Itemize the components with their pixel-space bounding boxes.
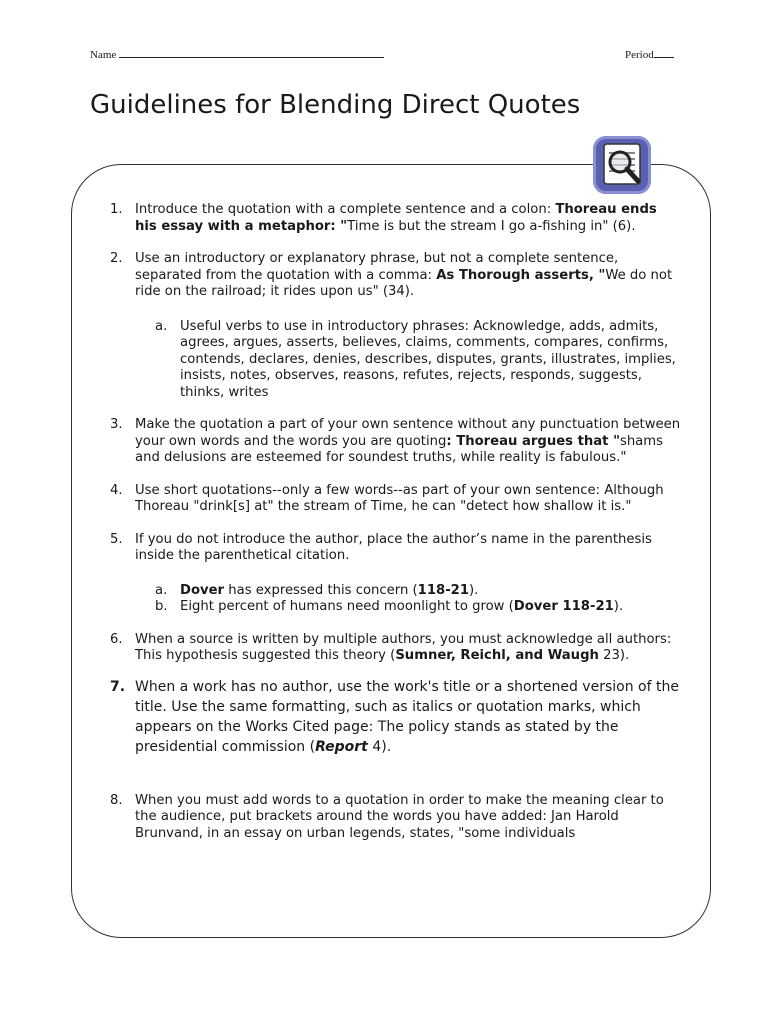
guidelines-list	[110, 202, 682, 858]
text-run: Make the quotation a part of your own sentence without any punctuation between your own words and the words you are quoting	[135, 417, 681, 449]
text-run: If you do not introduce the author, place the author’s name in the parenthesis inside the parenthetical citation.	[135, 531, 652, 563]
text-run: ).	[613, 599, 624, 614]
text-run: Thoreau ends his essay with a metaphor: "	[135, 202, 657, 234]
period-label: Period	[625, 49, 654, 61]
list-number: 4.	[110, 482, 123, 498]
text-run: Use short quotations--only a few words--as part of your own sentence: Although Thoreau "drink[s] at" the stream of Time, he can "detect how shallow it is."	[135, 482, 664, 514]
text-run: ).	[469, 582, 479, 598]
name-label: Name	[90, 49, 117, 61]
page-title: Guidelines for Blending Direct Quotes	[90, 90, 581, 120]
list-number: 8.	[110, 792, 123, 808]
text-run: When a source is written by multiple authors, you must acknowledge all authors: This hypothesis suggested this theory (	[135, 631, 672, 663]
text-run: Dover 118-21	[513, 599, 614, 614]
text-run: Useful verbs to use in introductory phrases: Acknowledge, adds, admits, agrees, argues, asserts, believes, claims, comments, compares, confirms, contends, declares, denies, describes, disputes, grants, illustrates, implies, insists, notes, observes, reasons, refutes, rejects, responds, suggests, thinks, writes	[180, 318, 676, 400]
text-run: When a work has no author, use the work's title or a shortened version of the title. Use the same formatting, such as italics or quotation marks, which appears on the Works Cited page: The policy stands as stated by the presidential commission (	[135, 678, 679, 755]
list-item	[110, 532, 682, 616]
text-run: 23).	[598, 648, 630, 663]
sub-list-letter: a.	[155, 318, 168, 334]
text-run: We do not ride on the railroad; it rides upon us" (34).	[135, 267, 673, 299]
list-number: 3.	[110, 417, 123, 432]
period-blank[interactable]	[654, 46, 674, 58]
list-item	[110, 202, 682, 235]
list-item	[110, 483, 682, 516]
magnifier-document-icon	[593, 136, 651, 194]
text-run: 4).	[367, 738, 392, 755]
list-number: 7.	[110, 678, 126, 695]
list-item	[110, 793, 682, 843]
list-item	[110, 251, 682, 401]
text-run: Sumner, Reichl, and Waugh	[395, 648, 599, 663]
text-run: 118-21	[417, 582, 470, 598]
list-number: 6.	[110, 631, 123, 647]
text-run: Introduce the quotation with a complete sentence and a colon:	[135, 202, 556, 217]
text-run: Time is but the stream I go a-fishing in" (6).	[347, 218, 636, 234]
text-run: has expressed this concern (	[224, 582, 418, 598]
list-item	[110, 677, 682, 757]
text-run: As Thorough asserts, "	[436, 267, 606, 283]
sub-list-letter: a.	[155, 582, 168, 598]
sub-list-letter: b.	[155, 599, 168, 614]
text-run: When you must add words to a quotation in order to make the meaning clear to the audience, put brackets around the words you have added: Jan Harold Brunvand, in an essay on urban legends, states, "some individuals	[135, 792, 664, 841]
name-field[interactable]	[90, 46, 384, 61]
sub-list-item	[155, 583, 682, 600]
name-blank[interactable]	[119, 46, 384, 58]
text-run: : Thoreau argues that "	[446, 433, 620, 449]
list-item	[110, 417, 682, 467]
text-run: Use an introductory or explanatory phrase, but not a complete sentence, separated from the quotation with a comma:	[135, 251, 619, 283]
list-number: 2.	[110, 251, 123, 266]
period-field[interactable]	[625, 46, 674, 61]
text-run: Report	[315, 738, 368, 755]
list-number: 5.	[110, 531, 123, 547]
list-number: 1.	[110, 202, 123, 217]
list-item	[110, 632, 682, 665]
text-run: Eight percent of humans need moonlight to grow (	[180, 599, 514, 614]
sub-list-item	[155, 599, 682, 616]
text-run: Dover	[180, 582, 225, 598]
sub-list-item	[155, 319, 682, 402]
text-run: shams and delusions are esteemed for soundest truths, while reality is fabulous."	[135, 433, 663, 465]
